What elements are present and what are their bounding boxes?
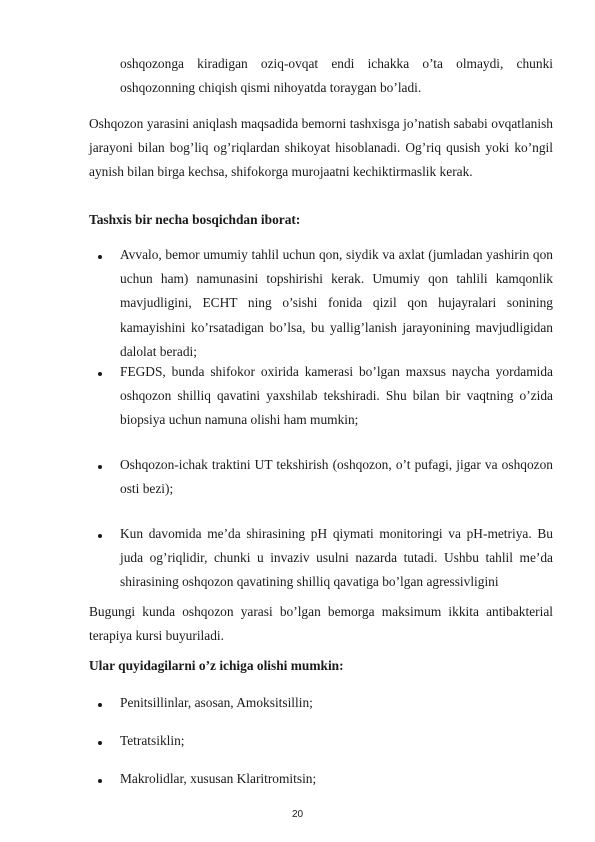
bullet-icon bbox=[98, 372, 102, 376]
paragraph-reason: Oshqozon yarasini aniqlash maqsadida bemorni tashxisga jo’natish sababi ovqatlanish jarayoni bilan bog’liq og’riqlardan shikoyat hisoblanadi. Og’riq qusish yoki ko’ngil aynish bilan birga kechsa, shifokorga murojaatni kechiktirmaslik kerak. bbox=[89, 116, 553, 180]
list-item-macrolides: Makrolidlar, xususan Klaritromitsin; bbox=[120, 771, 317, 786]
list-item-tetracycline: Tetratsiklin; bbox=[120, 733, 185, 748]
heading-drug-groups: Ular quyidagilarni o’z ichiga olishi mumkin: bbox=[89, 658, 344, 673]
bullet-icon bbox=[98, 465, 102, 469]
continued-paragraph: oshqozonga kiradigan oziq-ovqat endi ichakka o’ta olmaydi, chunki oshqozonning chiqish qismi nihoyatda toraygan bo’ladi. bbox=[120, 56, 553, 96]
list-item-ultrasound: Oshqozon-ichak traktini UT tekshirish (oshqozon, o’t pufagi, jigar va oshqozon osti bezi); bbox=[120, 457, 553, 497]
list-item-lab-tests: Avvalo, bemor umumiy tahlil uchun qon, siydik va axlat (jumladan yashirin qon uchun ham) namunasini topshirishi kerak. Umumiy qon tahlili kamqonlik mavjudligini, ECHT ning o’sishi fonida qizil qon hujayralari sonining kamayishini ko’rsatadigan bo’lsa, bu yallig’lanish jarayonining mavjudligidan dalolat beradi; bbox=[120, 247, 553, 359]
bullet-icon bbox=[98, 741, 102, 745]
bullet-icon bbox=[98, 703, 102, 707]
list-item-penicillins: Penitsillinlar, asosan, Amoksitsillin; bbox=[120, 695, 313, 710]
heading-diagnosis-steps: Tashxis bir necha bosqichdan iborat: bbox=[89, 212, 301, 227]
paragraph-therapy: Bugungi kunda oshqozon yarasi bo’lgan bemorga maksimum ikkita antibakterial terapiya kursi buyuriladi. bbox=[89, 604, 553, 644]
bullet-icon bbox=[98, 779, 102, 783]
list-item-fegds: FEGDS, bunda shifokor oxirida kamerasi bo’lgan maxsus naycha yordamida oshqozon shilliq qavatini yaxshilab tekshiradi. Shu bilan bir vaqtning o’zida biopsiya uchun namuna olishi ham mumkin; bbox=[120, 364, 553, 428]
list-item-ph-metry: Kun davomida me’da shirasining pH qiymati monitoringi va pH-metriya. Bu juda og’riqlidir, chunki u invaziv usulni nazarda tutadi. Ushbu tahlil me’da shirasining oshqozon qavatining shilliq qavatiga bo’lgan agressivligini bbox=[120, 526, 553, 590]
page-number: 20 bbox=[291, 809, 304, 820]
bullet-icon bbox=[98, 255, 102, 259]
bullet-icon bbox=[98, 534, 102, 538]
